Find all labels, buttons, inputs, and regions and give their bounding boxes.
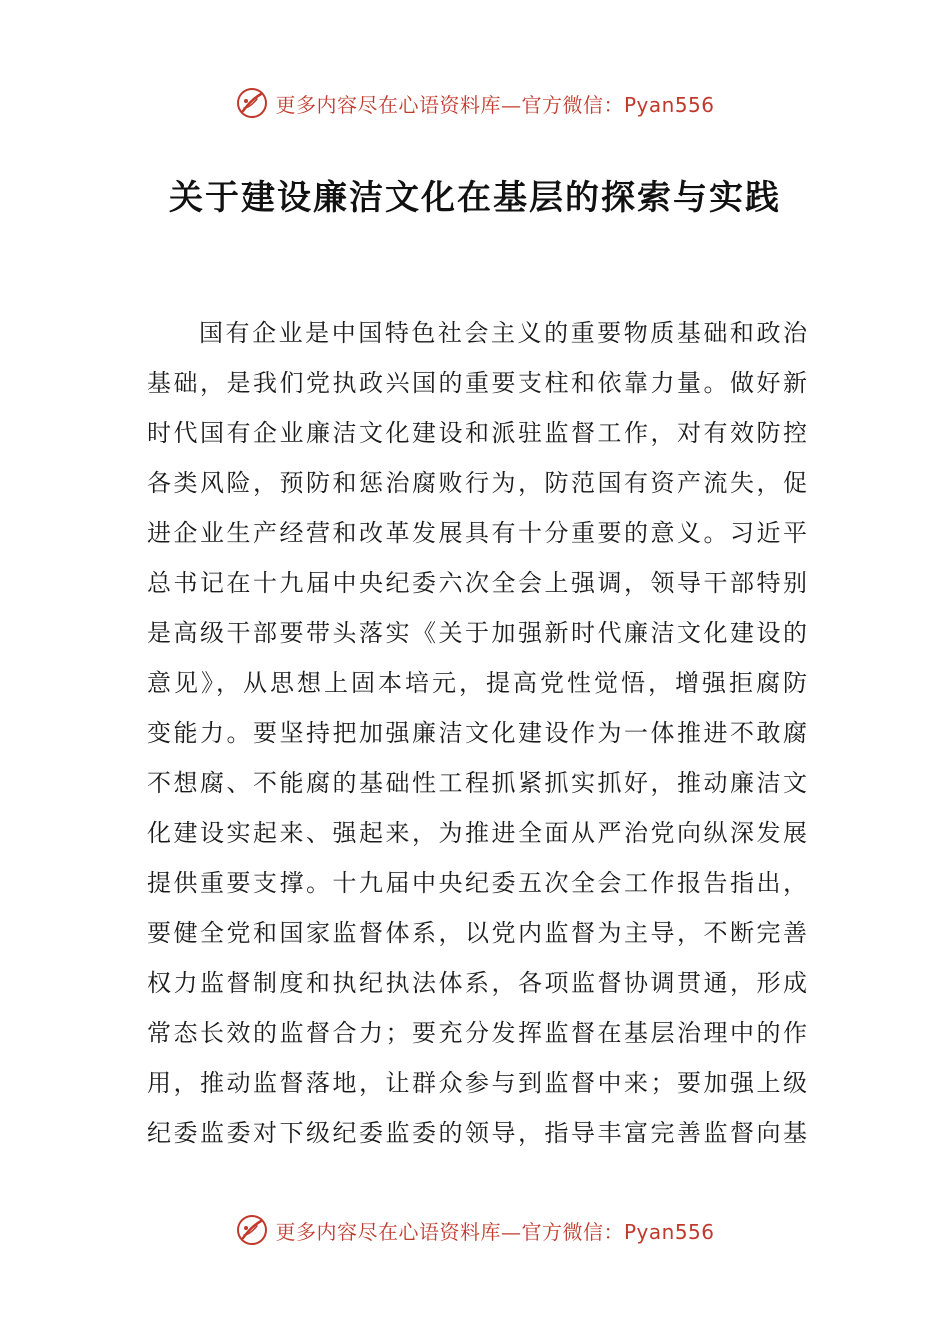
body-line: 权力监督制度和执纪执法体系，各项监督协调贯通，形成 (147, 969, 807, 997)
body-line: 化建设实起来、强起来，为推进全面从严治党向纵深发展 (147, 819, 807, 847)
body-line: 意见》，从思想上固本培元，提高党性觉悟，增强拒腐防 (147, 669, 807, 697)
document-body (147, 308, 807, 1158)
body-line: 用，推动监督落地，让群众参与到监督中来；要加强上级 (147, 1069, 807, 1097)
pen-seal-icon (235, 1213, 269, 1247)
body-line: 是高级干部要带头落实《关于加强新时代廉洁文化建设的 (147, 619, 807, 647)
body-line: 变能力。要坚持把加强廉洁文化建设作为一体推进不敢腐 (147, 719, 807, 747)
body-line: 总书记在十九届中央纪委六次全会上强调，领导干部特别 (147, 569, 807, 597)
document-title: 关于建设廉洁文化在基层的探索与实践 (169, 178, 781, 218)
header-watermark (0, 83, 950, 123)
body-line: 国有企业是中国特色社会主义的重要物质基础和政治 (199, 319, 807, 347)
body-line: 时代国有企业廉洁文化建设和派驻监督工作，对有效防控 (147, 419, 807, 447)
watermark-text (275, 1216, 714, 1245)
body-line: 要健全党和国家监督体系，以党内监督为主导，不断完善 (147, 919, 807, 947)
watermark-text (275, 89, 714, 118)
body-line: 基础，是我们党执政兴国的重要支柱和依靠力量。做好新 (147, 369, 807, 397)
body-line: 纪委监委对下级纪委监委的领导，指导丰富完善监督向基 (147, 1119, 807, 1147)
body-line: 各类风险，预防和惩治腐败行为，防范国有资产流失，促 (147, 469, 807, 497)
watermark-label: 更多内容尽在心语资料库—官方微信： (275, 1219, 624, 1244)
watermark-wechat-id: Pyan556 (623, 1219, 715, 1244)
watermark-label: 更多内容尽在心语资料库—官方微信： (275, 92, 624, 117)
body-line: 进企业生产经营和改革发展具有十分重要的意义。习近平 (147, 519, 807, 547)
body-line: 常态长效的监督合力；要充分发挥监督在基层治理中的作 (147, 1019, 807, 1047)
body-line: 不想腐、不能腐的基础性工程抓紧抓实抓好，推动廉洁文 (147, 769, 807, 797)
pen-seal-icon (235, 86, 269, 120)
body-line: 提供重要支撑。十九届中央纪委五次全会工作报告指出， (147, 869, 807, 897)
watermark-wechat-id: Pyan556 (623, 92, 715, 117)
footer-watermark (0, 1210, 950, 1250)
